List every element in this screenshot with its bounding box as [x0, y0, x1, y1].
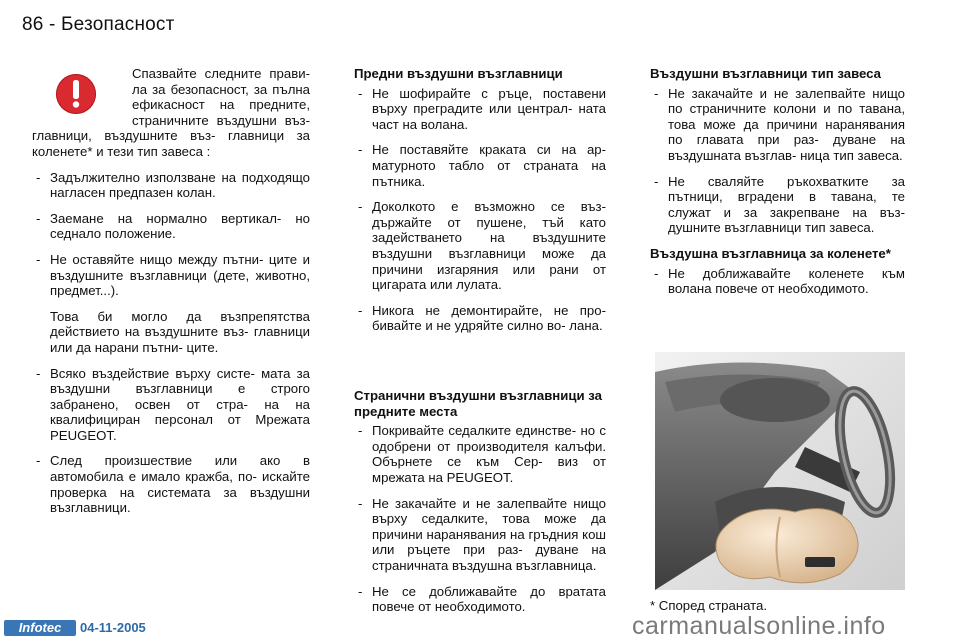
section-heading: Странични въздушни възглавници за предните места: [354, 388, 602, 419]
print-date: 04-11-2005: [80, 620, 146, 635]
list-item: - Не сваляйте ръкохватките за пътници, вградени в тавана, те служат и за закрепване на въз- душните възглавници тип завеса.: [650, 174, 905, 236]
intro-text: Спазвайте следните прави- ла за безопасност, за пълна ефикасност на предните, страничните въздушни въз- главници, въздушните въз- главници за коленете* и тези тип завеса :: [32, 66, 310, 159]
section-heading: Въздушни възглавници тип завеса: [650, 66, 881, 81]
exclamation-circle-icon: [56, 74, 96, 114]
curtain-airbags-section: [650, 66, 905, 307]
infotec-logo: [4, 620, 76, 636]
list-item: - След произшествие или ако в автомобила е имало кражба, по- искайте проверка на системата за въздушни възглавници.: [32, 453, 310, 515]
list-item: - Всяко въздействие върху систе- мата за въздушни възглавници е строго забранено, освен от стра- на на квалифициран персонал от Мрежата PEUGEOT.: [32, 366, 310, 444]
list-item: - Никога не демонтирайте, не про- бивайте и не удряйте силно во- лана.: [354, 303, 606, 334]
watermark: carmanualsonline.info: [632, 612, 886, 640]
list-item-note: Това би могло да възпрепятства действието на въздушните въз- главници или да нарани пътни- ците.: [50, 308, 310, 355]
side-airbags-section: [354, 388, 606, 625]
knee-airbag-list: [650, 266, 905, 297]
curtain-airbags-list: [650, 86, 905, 236]
list-item: - Покривайте седалките единстве- но с одобрени от производителя калъфи. Обърнете се към Сер- виз от мрежата на PEUGEOT.: [354, 423, 606, 485]
list-item: - Не поставяйте краката си на ар- матурното табло от страната на пътника.: [354, 142, 606, 189]
section-heading: Предни въздушни възглавници: [354, 66, 563, 81]
section-heading: Въздушна възглавница за коленете*: [650, 245, 891, 261]
intro-paragraph: [32, 66, 310, 160]
list-item: - Не доближавайте коленете към волана повече от необходимото.: [650, 266, 905, 297]
front-airbags-list: [354, 86, 606, 334]
front-airbags-section: [354, 66, 606, 344]
list-item: - Задължително използване на подходящо нагласен предпазен колан.: [32, 170, 310, 201]
safety-rules-column: [32, 66, 310, 526]
infotec-badge: Infotec: [18, 620, 62, 635]
list-item: - Не закачайте и не залепвайте нищо по страничните колони и по тавана, това може да причини наранявания по главата при раз- дуване на въздушната възглав- ница тип завеса.: [650, 86, 905, 164]
list-item: - Не шофирайте с ръце, поставени върху преградите или централ- ната част на волана.: [354, 86, 606, 133]
safety-rules-list: [32, 170, 310, 516]
list-item: - Доколкото е възможно се въз- държайте от пушене, тъй като задействането на въздушните въздушни възглавници може да причини изгаряния или рани от цигарата или лулата.: [354, 199, 606, 293]
side-airbags-list: [354, 423, 606, 615]
list-item: - Не закачайте и не залепвайте нищо върху седалките, това може да причини наранявания на гръдния кош или ръцете при раз- дуване на страничната въздушна възглавница.: [354, 496, 606, 574]
list-item: - Заемане на нормално вертикал- но седнало положение.: [32, 211, 310, 242]
page-title: 86 - Безопасност: [22, 14, 175, 35]
knee-airbag-illustration: [655, 352, 905, 590]
list-item-text: Не оставяйте нищо между пътни- ците и въздушните възглавници (дете, животно, предмет...).: [50, 251, 310, 299]
list-item: [32, 252, 310, 356]
list-item: - Не се доближавайте до вратата повече от необходимото.: [354, 584, 606, 615]
footnote: * Според страната.: [650, 598, 768, 613]
